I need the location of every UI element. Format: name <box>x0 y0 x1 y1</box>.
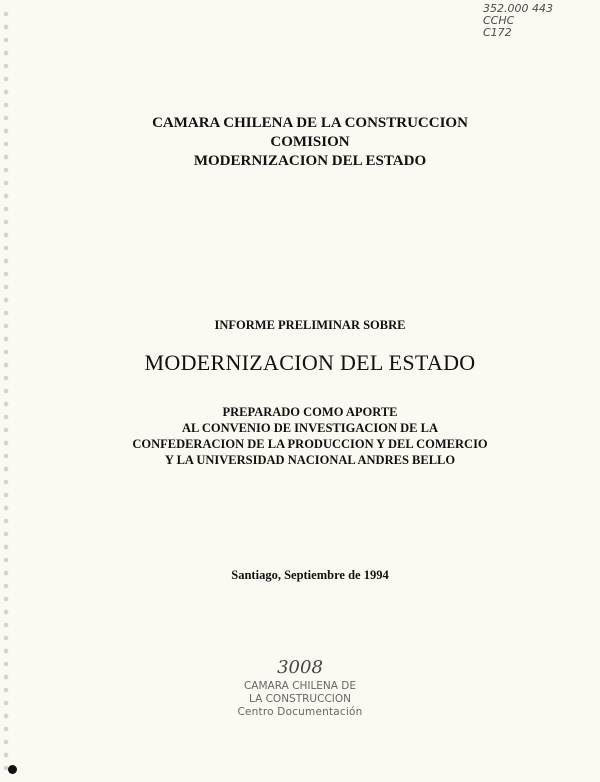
call-number-annotation <box>483 3 578 39</box>
header-line-3: MODERNIZACION DEL ESTADO <box>193 153 427 169</box>
library-stamp <box>230 658 370 719</box>
main-title: MODERNIZACION DEL ESTADO <box>144 350 476 375</box>
header-line-1: CAMARA CHILENA DE LA CONSTRUCCION <box>152 115 468 131</box>
stamp-line-2: LA CONSTRUCCION <box>248 693 351 705</box>
stamp-line-1: CAMARA CHILENA DE <box>243 680 357 692</box>
prepared-line-4: Y LA UNIVERSIDAD NACIONAL ANDRES BELLO <box>164 453 456 467</box>
binding-holes <box>2 10 10 770</box>
call-number-line: CCHC <box>483 14 515 27</box>
prepared-line-2: AL CONVENIO DE INVESTIGACION DE LA <box>182 421 438 435</box>
punch-hole-mark <box>8 765 17 774</box>
call-number-line: 352.000 443 <box>483 2 553 15</box>
stamp-number: 3008 <box>277 657 323 678</box>
prepared-for-block <box>60 404 560 468</box>
stamp-line-3: Centro Documentación <box>237 706 363 718</box>
pretitle: INFORME PRELIMINAR SOBRE <box>214 318 406 332</box>
prepared-line-3: CONFEDERACION DE LA PRODUCCION Y DEL COMERCIO <box>132 437 488 451</box>
header-line-2: COMISION <box>270 134 350 150</box>
place-date: Santiago, Septiembre de 1994 <box>231 568 389 582</box>
prepared-line-1: PREPARADO COMO APORTE <box>222 405 398 419</box>
call-number-line: C172 <box>483 26 512 39</box>
organization-header <box>60 114 560 171</box>
